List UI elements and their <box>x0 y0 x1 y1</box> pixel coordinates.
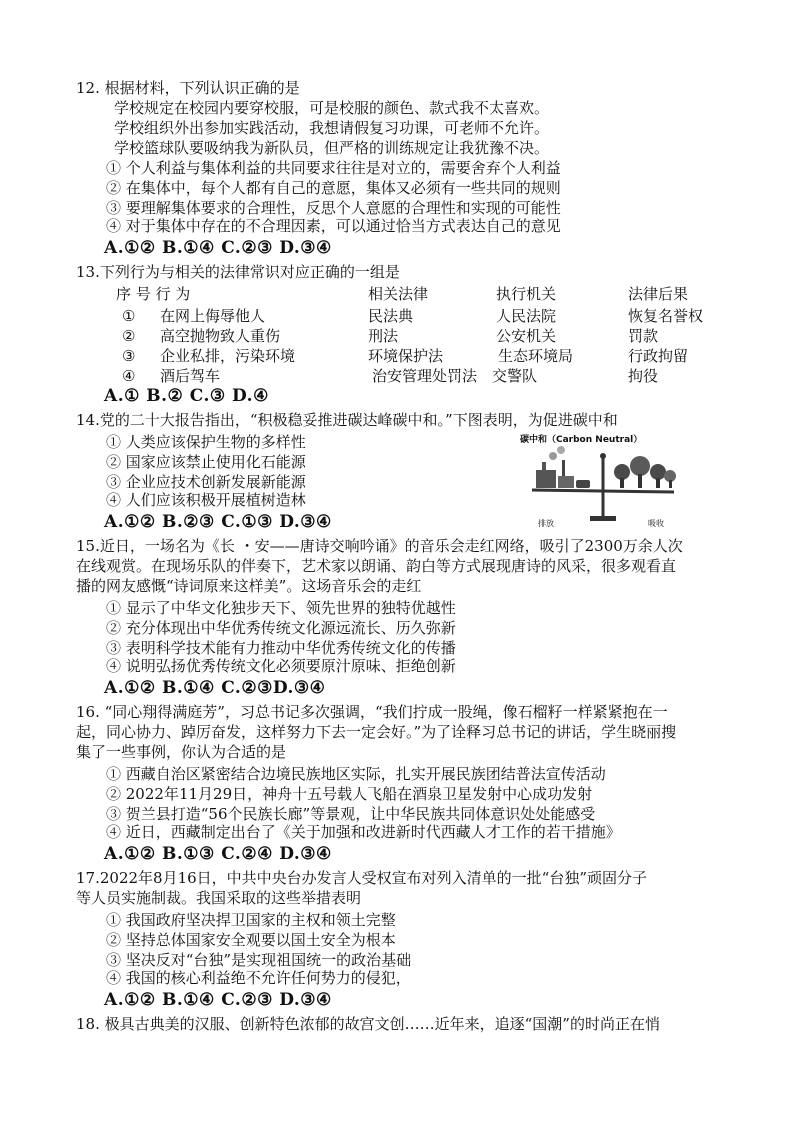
q14-stem: 14.党的二十大报告指出，“积极稳妥推进碳达峰碳中和。”下图表明，为促进碳中和 <box>76 411 618 429</box>
q17-line-2: 等人员实施制裁。我国采取的这些举措表明 <box>76 889 362 907</box>
q13-row-2-agency: 公安机关 <box>496 327 557 345</box>
q17-option-4: ④ 我国的核心利益绝不允许任何势力的侵犯， <box>106 969 411 987</box>
q17-answer-choices: A.①② B.①④ C.②③ D.③④ <box>104 990 332 1010</box>
q13-row-2-law: 刑法 <box>368 327 399 345</box>
q13-row-1-consequence: 恢复名誉权 <box>628 307 704 325</box>
q12-stem: 12. 根据材料，下列认识正确的是 <box>76 79 300 97</box>
q13-row-3-agency: 生态环境局 <box>498 347 574 365</box>
q13-row-3-law: 环境保护法 <box>368 347 444 365</box>
q17-line-1: 17.2022年8月16日，中共中央台办发言人受权宣布对列入清单的一批“台独”顽固分子 <box>76 869 647 887</box>
q14-option-4: ④ 人们应该积极开展植树造林 <box>106 491 306 509</box>
q12-material-3: 学校篮球队要吸纳我为新队员，但严格的训练规定让我犹豫不决。 <box>114 139 550 157</box>
q13-row-1-num: ① <box>122 307 136 325</box>
balance-scale-illustration <box>518 432 688 530</box>
q13-row-4-behavior: 酒后驾车 <box>160 367 221 385</box>
figure-left-label: 排放 <box>538 519 554 528</box>
q13-row-2-behavior: 高空抛物致人重伤 <box>160 327 281 345</box>
q18-line-1: 18. 极具古典美的汉服、创新特色浓郁的故宫文创……近年来，追逐“国潮”的时尚正在悄 <box>76 1015 660 1033</box>
q16-option-3: ③ 贺兰县打造“56个民族长廊”等景观，让中华民族共同体意识处处能感受 <box>106 805 596 823</box>
q17-option-2: ② 坚持总体国家安全观要以国土安全为根本 <box>106 931 396 949</box>
q12-option-1: ① 个人利益与集体利益的共同要求往往是对立的，需要舍弃个人利益 <box>106 159 561 177</box>
q16-option-4: ④ 近日，西藏制定出台了《关于加强和改进新时代西藏人才工作的若干措施》 <box>106 823 621 841</box>
q12-answer-choices: A.①② B.①④ C.②③ D.③④ <box>104 238 332 258</box>
q13-row-1-agency: 人民法院 <box>496 307 557 325</box>
q13-row-4-law: 治安管理处罚法 <box>372 367 478 385</box>
q13-stem: 13.下列行为与相关的法律常识对应正确的一组是 <box>76 263 400 281</box>
q16-option-2: ② 2022年11月29日，神舟十五号载人飞船在酒泉卫星发射中心成功发射 <box>106 785 593 803</box>
q13-header-law: 相关法律 <box>368 285 429 303</box>
q13-row-1-behavior: 在网上侮辱他人 <box>160 307 266 325</box>
carbon-neutral-figure <box>518 432 688 530</box>
q16-line-3: 集了一些事例，你认为合适的是 <box>76 743 287 761</box>
q12-material-1: 学校规定在校园内要穿校服，可是校服的颜色、款式我不太喜欢。 <box>114 99 550 117</box>
q13-row-1-law: 民法典 <box>368 307 414 325</box>
q14-option-3: ③ 企业应技术创新发展新能源 <box>106 473 306 491</box>
q14-option-1: ① 人类应该保护生物的多样性 <box>106 433 306 451</box>
q13-header-consequence: 法律后果 <box>628 285 689 303</box>
q15-line-2: 在线观赏。在现场乐队的伴奏下，艺术家以朗诵、韵白等方式展现唐诗的风采，很多观看直 <box>76 557 677 575</box>
q12-option-2: ② 在集体中，每个人都有自己的意愿，集体又必须有一些共同的规则 <box>106 179 561 197</box>
q15-line-3: 播的网友感慨“诗词原来这样美”。这场音乐会的走红 <box>76 577 422 595</box>
q13-row-4-num: ④ <box>122 367 136 385</box>
q15-option-4: ④ 说明弘扬优秀传统文化必须要原汁原味、拒绝创新 <box>106 657 456 675</box>
q13-answer-choices: A.① B.② C.③ D.④ <box>104 386 269 406</box>
q14-option-2: ② 国家应该禁止使用化石能源 <box>106 453 306 471</box>
figure-right-label: 吸收 <box>648 519 664 528</box>
q15-answer-choices: A.①② B.①④ C.②③D.③④ <box>104 678 326 698</box>
q13-row-3-num: ③ <box>122 347 136 365</box>
q16-line-1: 16. “同心翔得满庭芳”，习总书记多次强调，“我们拧成一股绳，像石榴籽一样紧紧抱在一 <box>76 703 668 721</box>
q12-material-2: 学校组织外出参加实践活动，我想请假复习功课，可老师不允许。 <box>114 119 550 137</box>
q12-option-4: ④ 对于集体中存在的不合理因素，可以通过恰当方式表达自己的意见 <box>106 217 561 235</box>
q13-row-4-consequence: 拘役 <box>628 367 659 385</box>
q15-option-2: ② 充分体现出中华优秀传统文化源远流长、历久弥新 <box>106 619 456 637</box>
q15-option-1: ① 显示了中华文化独步天下、领先世界的独特优越性 <box>106 599 456 617</box>
q13-row-3-behavior: 企业私排，污染环境 <box>160 347 296 365</box>
q13-header-behavior: 序 号 行 为 <box>116 285 191 303</box>
q13-header-agency: 执行机关 <box>496 285 557 303</box>
q15-line-1: 15.近日，一场名为《长 ・安——唐诗交响吟诵》的音乐会走红网络，吸引了2300万余人次 <box>76 537 683 555</box>
q17-option-3: ③ 坚决反对“台独”是实现祖国统一的政治基础 <box>106 951 412 969</box>
q13-row-4-agency: 交警队 <box>492 367 538 385</box>
q13-row-2-consequence: 罚款 <box>628 327 659 345</box>
q16-answer-choices: A.①② B.①③ C.②④ D.③④ <box>104 844 332 864</box>
figure-title: 碳中和（Carbon Neutral） <box>520 435 643 445</box>
q15-option-3: ③ 表明科学技术能有力推动中华优秀传统文化的传播 <box>106 639 456 657</box>
q16-line-2: 起，同心协力、踔厉奋发，这样努力下去一定会好。”为了诠释习总书记的讲话，学生晓丽搜 <box>76 723 677 741</box>
q13-row-2-num: ② <box>122 327 136 345</box>
q17-option-1: ① 我国政府坚决捍卫国家的主权和领土完整 <box>106 911 396 929</box>
q12-option-3: ③ 要理解集体要求的合理性，反思个人意愿的合理性和实现的可能性 <box>106 199 561 217</box>
q16-option-1: ① 西藏自治区紧密结合边境民族地区实际，扎实开展民族团结普法宣传活动 <box>106 765 606 783</box>
q14-answer-choices: A.①② B.②③ C.①③ D.③④ <box>104 512 332 532</box>
q13-row-3-consequence: 行政拘留 <box>628 347 689 365</box>
